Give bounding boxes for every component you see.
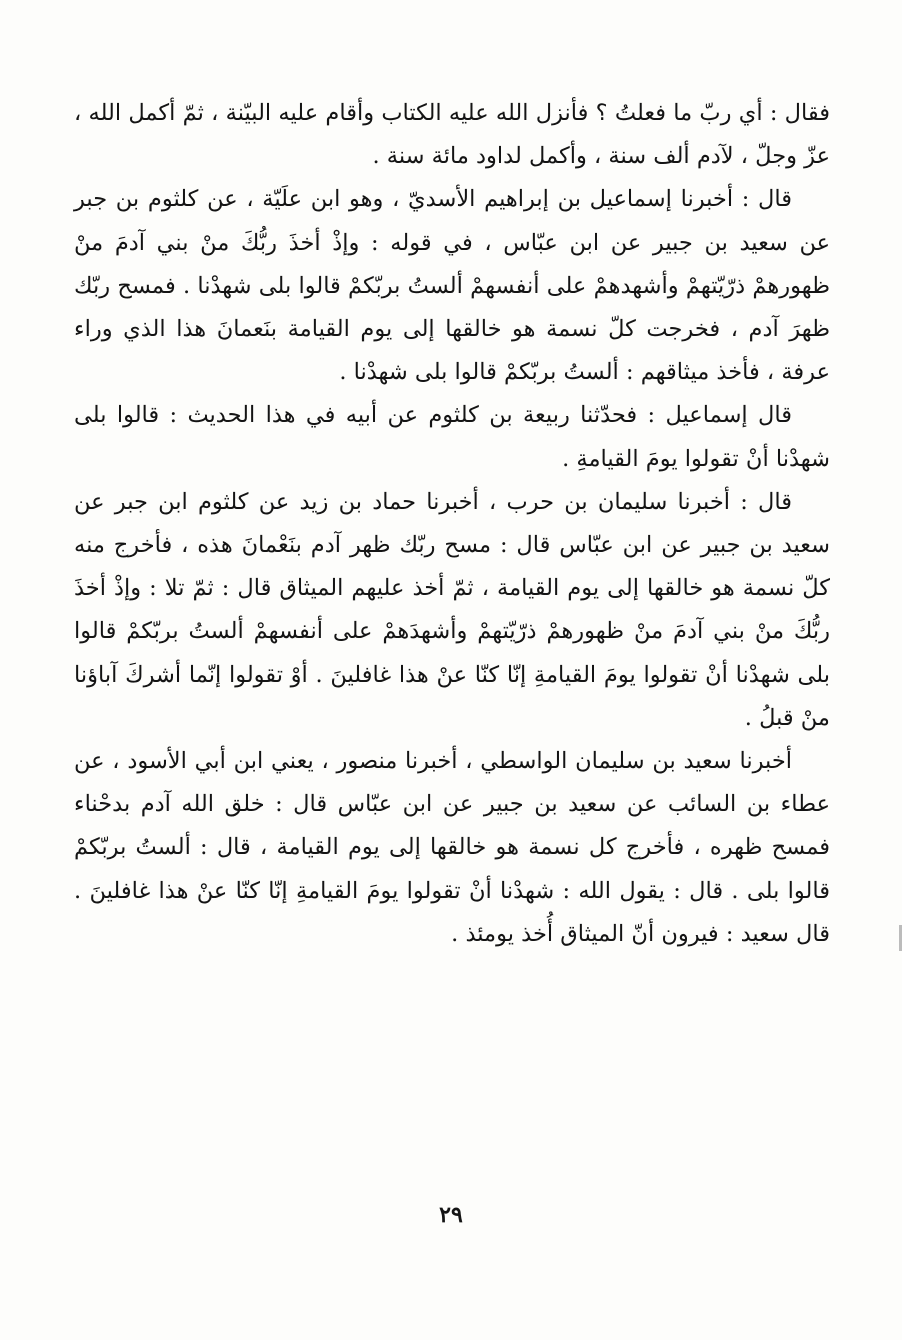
paragraph-4: قال : أخبرنا سليمان بن حرب ، أخبرنا حماد بن زيد عن كلثوم ابن جبر عن سعيد بن جبير عن ابن عبّاس قال : مسح ربّك ظهر آدم بنَعْمانَ هذه ، فأخرج منه كلّ نسمة هو خالقها إلى يوم القيامة ، ثمّ أخذ عليهم الميثاق قال : ثمّ تلا : وإذْ أخذَ ربُّكَ منْ بني آدمَ منْ ظهورهمْ ذرّيّتهمْ وأشهدَهمْ على أنفسهمْ ألستُ بربّكمْ قالوا بلى شهدْنا أنْ تقولوا يومَ القيامةِ إنّا كنّا عنْ هذا غافلينَ . أوْ تقولوا إنّما أشركَ آباؤنا منْ قبلُ .	[74, 488, 830, 731]
paragraph-2: قال : أخبرنا إسماعيل بن إبراهيم الأسديّ ، وهو ابن علَيّة ، عن كلثوم بن جبر عن سعيد بن جبير عن ابن عبّاس ، في قوله : وإذْ أخذَ ربُّكَ منْ بني آدمَ منْ ظهورهمْ ذرّيّتهمْ وأشهدهمْ على أنفسهمْ ألستُ بربّكمْ قالوا بلى شهدْنا . فمسح ربّك ظهرَ آدم ، فخرجت كلّ نسمة هو خالقها إلى يوم القيامة بنَعمانَ هذا الذي وراء عرفة ، فأخذ ميثاقهم : ألستُ بربّكمْ قالوا بلى شهدْنا .	[74, 186, 830, 386]
paragraph-3: قال إسماعيل : فحدّثنا ربيعة بن كلثوم عن أبيه في هذا الحديث : قالوا بلى شهدْنا أنْ تقولوا يومَ القيامةِ .	[74, 402, 830, 472]
body-text	[74, 92, 830, 956]
paragraph-1: فقال : أي ربّ ما فعلتُ ؟ فأنزل الله عليه الكتاب وأقام عليه البيّنة ، ثمّ أكمل الله ، عزّ وجلّ ، لآدم ألف سنة ، وأكمل لداود مائة سنة .	[74, 100, 830, 170]
page-number: ٢٩	[439, 1202, 463, 1228]
paragraph-5: أخبرنا سعيد بن سليمان الواسطي ، أخبرنا منصور ، يعني ابن أبي الأسود ، عن عطاء بن السائب عن سعيد بن جبير عن ابن عبّاس قال : خلق الله آدم بدحْناء فمسح ظهره ، فأخرج كل نسمة هو خالقها إلى يوم القيامة ، قال : ألستُ بربّكمْ قالوا بلى . قال : يقول الله : شهدْنا أنْ تقولوا يومَ القيامةِ إنّا كنّا عنْ هذا غافلينَ . قال سعيد : فيرون أنّ الميثاق أُخذ يومئذ .	[74, 748, 830, 947]
